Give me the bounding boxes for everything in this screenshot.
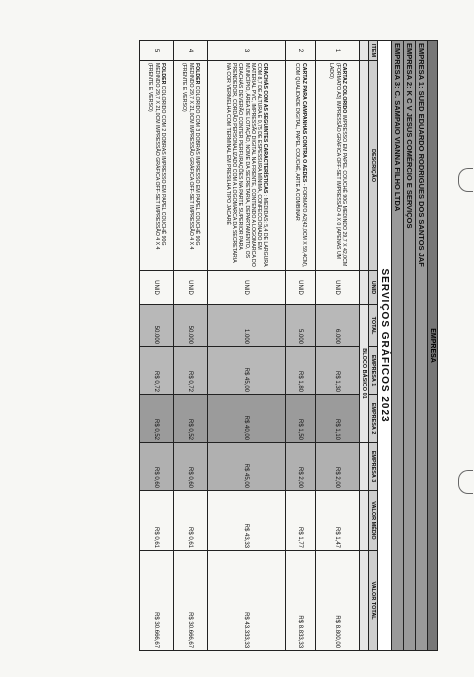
empresa-2: EMPRESA 2: K C V JESUS COMÉRCIO E SERVIÇOS	[404, 41, 416, 651]
item-title: FOLDER	[159, 63, 166, 85]
valor-total: R$ 30.666,67	[174, 551, 208, 651]
valor-total: R$ 30.666,67	[140, 551, 174, 651]
price-empresa-2: R$ 1,50	[286, 395, 316, 443]
table-row	[174, 41, 208, 651]
col-empresa-1: EMPRESA 1	[369, 347, 378, 395]
item-number: 5	[140, 41, 174, 61]
col-empresa-3: EMPRESA 3	[369, 443, 378, 491]
col-descricao: DESCRIÇÃO	[369, 61, 378, 271]
item-detail: COLORIDO COM 3 DOBRAS IMPRESSO EM PAPEL COUCHÊ 90G MEDINDO 29,7 X 21,0CM IMPRESSÃO GRÁFICA OFF-SET IMPRESSÃO 4 X 4 (FRENTE E VERSO)	[181, 63, 200, 250]
item-unid: UNID	[286, 271, 316, 305]
price-empresa-3: R$ 2,00	[316, 443, 360, 491]
price-empresa-2: R$ 1,10	[316, 395, 360, 443]
item-description	[174, 61, 208, 271]
col-total: TOTAL	[369, 305, 378, 347]
bloco-label: BLOCO BÁSICO 01	[360, 305, 369, 443]
price-empresa-1: R$ 45,00	[208, 347, 286, 395]
price-table	[139, 40, 438, 651]
item-title: CARTAZ COLORIDO	[340, 63, 347, 114]
price-empresa-3: R$ 2,00	[286, 443, 316, 491]
price-empresa-2: R$ 40,00	[208, 395, 286, 443]
empresa-header: EMPRESA	[428, 41, 438, 651]
item-detail: : MEDIDAS: 5,4 DE LARGURA COM 8,7 DE ALTURA E 0,75 DE ESPESSURA MÍNIMA, CONFECCIONADO EM MATERIAL PVC, IMPRESSÃO DIGITAL NA FRENTE, CONTENDO A LOGOMARCA DO MUNICÍPIO, ÁREA DE LOTAÇÃO, NOME DA SECRETARIA, DEPARTAMENTO, OS CRACHÁS DEVERÃO CONTER PERFURAÇÕES NA PARTE SUPERIOR PARA PRENDEDOR, CORDÃO PERSONALIZADO COM A LOGOMARCA DA SECRETARIA NA COR VERMELHA COM TERMINAL EM PRESILHA TIPO JACARÉ	[225, 63, 269, 267]
table-row	[316, 41, 360, 651]
item-title: CRACHÁS COM AS SEGUINTES CARACTERÍSTICAS	[262, 63, 269, 194]
item-total: 50.000	[140, 305, 174, 347]
item-unid: UNID	[140, 271, 174, 305]
empresa-1: EMPRESA 1: SUED EDUARDO RODRIGUES DOS SANTOS JAF	[416, 41, 428, 651]
item-unid: UNID	[208, 271, 286, 305]
price-empresa-1: R$ 0,72	[174, 347, 208, 395]
item-unid: UNID	[174, 271, 208, 305]
item-total: 1.000	[208, 305, 286, 347]
price-empresa-3: R$ 0,60	[140, 443, 174, 491]
valor-total: R$ 8.800,00	[316, 551, 360, 651]
price-empresa-1: R$ 1,30	[316, 347, 360, 395]
item-number: 2	[286, 41, 316, 61]
valor-medio: R$ 43,33	[208, 491, 286, 551]
item-description	[140, 61, 174, 271]
item-total: 5.000	[286, 305, 316, 347]
empresa-3: EMPRESA 3: C. SAMPAIO VIANNA FILHO LTDA	[392, 41, 404, 651]
item-number: 1	[316, 41, 360, 61]
table-row	[140, 41, 174, 651]
item-title: FOLDER	[193, 63, 200, 85]
punch-hole-mark	[458, 168, 473, 192]
item-unid: UNID	[316, 271, 360, 305]
col-valor-medio: VALOR MÉDIO	[369, 491, 378, 551]
item-title: CARTAZ PARA CAMPANHAS CONTRA O AEDES	[300, 63, 307, 183]
item-description	[208, 61, 286, 271]
price-empresa-1: R$ 0,72	[140, 347, 174, 395]
valor-medio: R$ 1,77	[286, 491, 316, 551]
item-description	[286, 61, 316, 271]
punch-hole-mark	[458, 470, 473, 494]
item-detail: - FORMATO A2(42,0CM X 59,4CM), COM QUALIDADE DIGITAL, PAPEL COUCHÊ, ARTE A COMBINAR	[294, 63, 307, 268]
price-empresa-3: R$ 0,60	[174, 443, 208, 491]
price-empresa-1: R$ 1,80	[286, 347, 316, 395]
col-empresa-2: EMPRESA 2	[369, 395, 378, 443]
valor-medio: R$ 0,61	[140, 491, 174, 551]
item-number: 4	[174, 41, 208, 61]
item-number: 3	[208, 41, 286, 61]
item-description	[316, 61, 360, 271]
item-total: 6.000	[316, 305, 360, 347]
price-empresa-2: R$ 0,52	[174, 395, 208, 443]
rotated-price-table	[58, 40, 438, 650]
price-empresa-2: R$ 0,52	[140, 395, 174, 443]
col-unid: UNID	[369, 271, 378, 305]
item-detail: COLORIDO COM 2 DOBRAS IMPRESSO EM PAPEL COUCHÊ 90G MEDINDO 29,7 X 21,0CM IMPRESSÃO GRÁFICA OFF-SET IMPRESSÃO 4 X 4 (FRENTE E VERSO)	[147, 63, 166, 250]
item-total: 50.000	[174, 305, 208, 347]
valor-total: R$ 43.333,33	[208, 551, 286, 651]
valor-total: R$ 8.833,33	[286, 551, 316, 651]
table-title: SERVIÇOS GRÁFICOS 2023	[378, 41, 392, 651]
col-valor-total: VALOR TOTAL	[369, 551, 378, 651]
valor-medio: R$ 0,61	[174, 491, 208, 551]
item-detail: IMPRESSO EM PAPEL COUCHÊ 90G MEDINDO 29,7 X 42,0CM (FORMATO A3) IMPRESSÃO GRÁFICA OFF-SET IMPRESSÃO 4 X 0 (APENAS UM LADO)	[328, 63, 347, 267]
price-empresa-3: R$ 45,00	[208, 443, 286, 491]
table-row	[286, 41, 316, 651]
column-headers	[369, 41, 378, 651]
col-item: ITEM	[369, 41, 378, 61]
valor-medio: R$ 1,47	[316, 491, 360, 551]
table-row	[208, 41, 286, 651]
